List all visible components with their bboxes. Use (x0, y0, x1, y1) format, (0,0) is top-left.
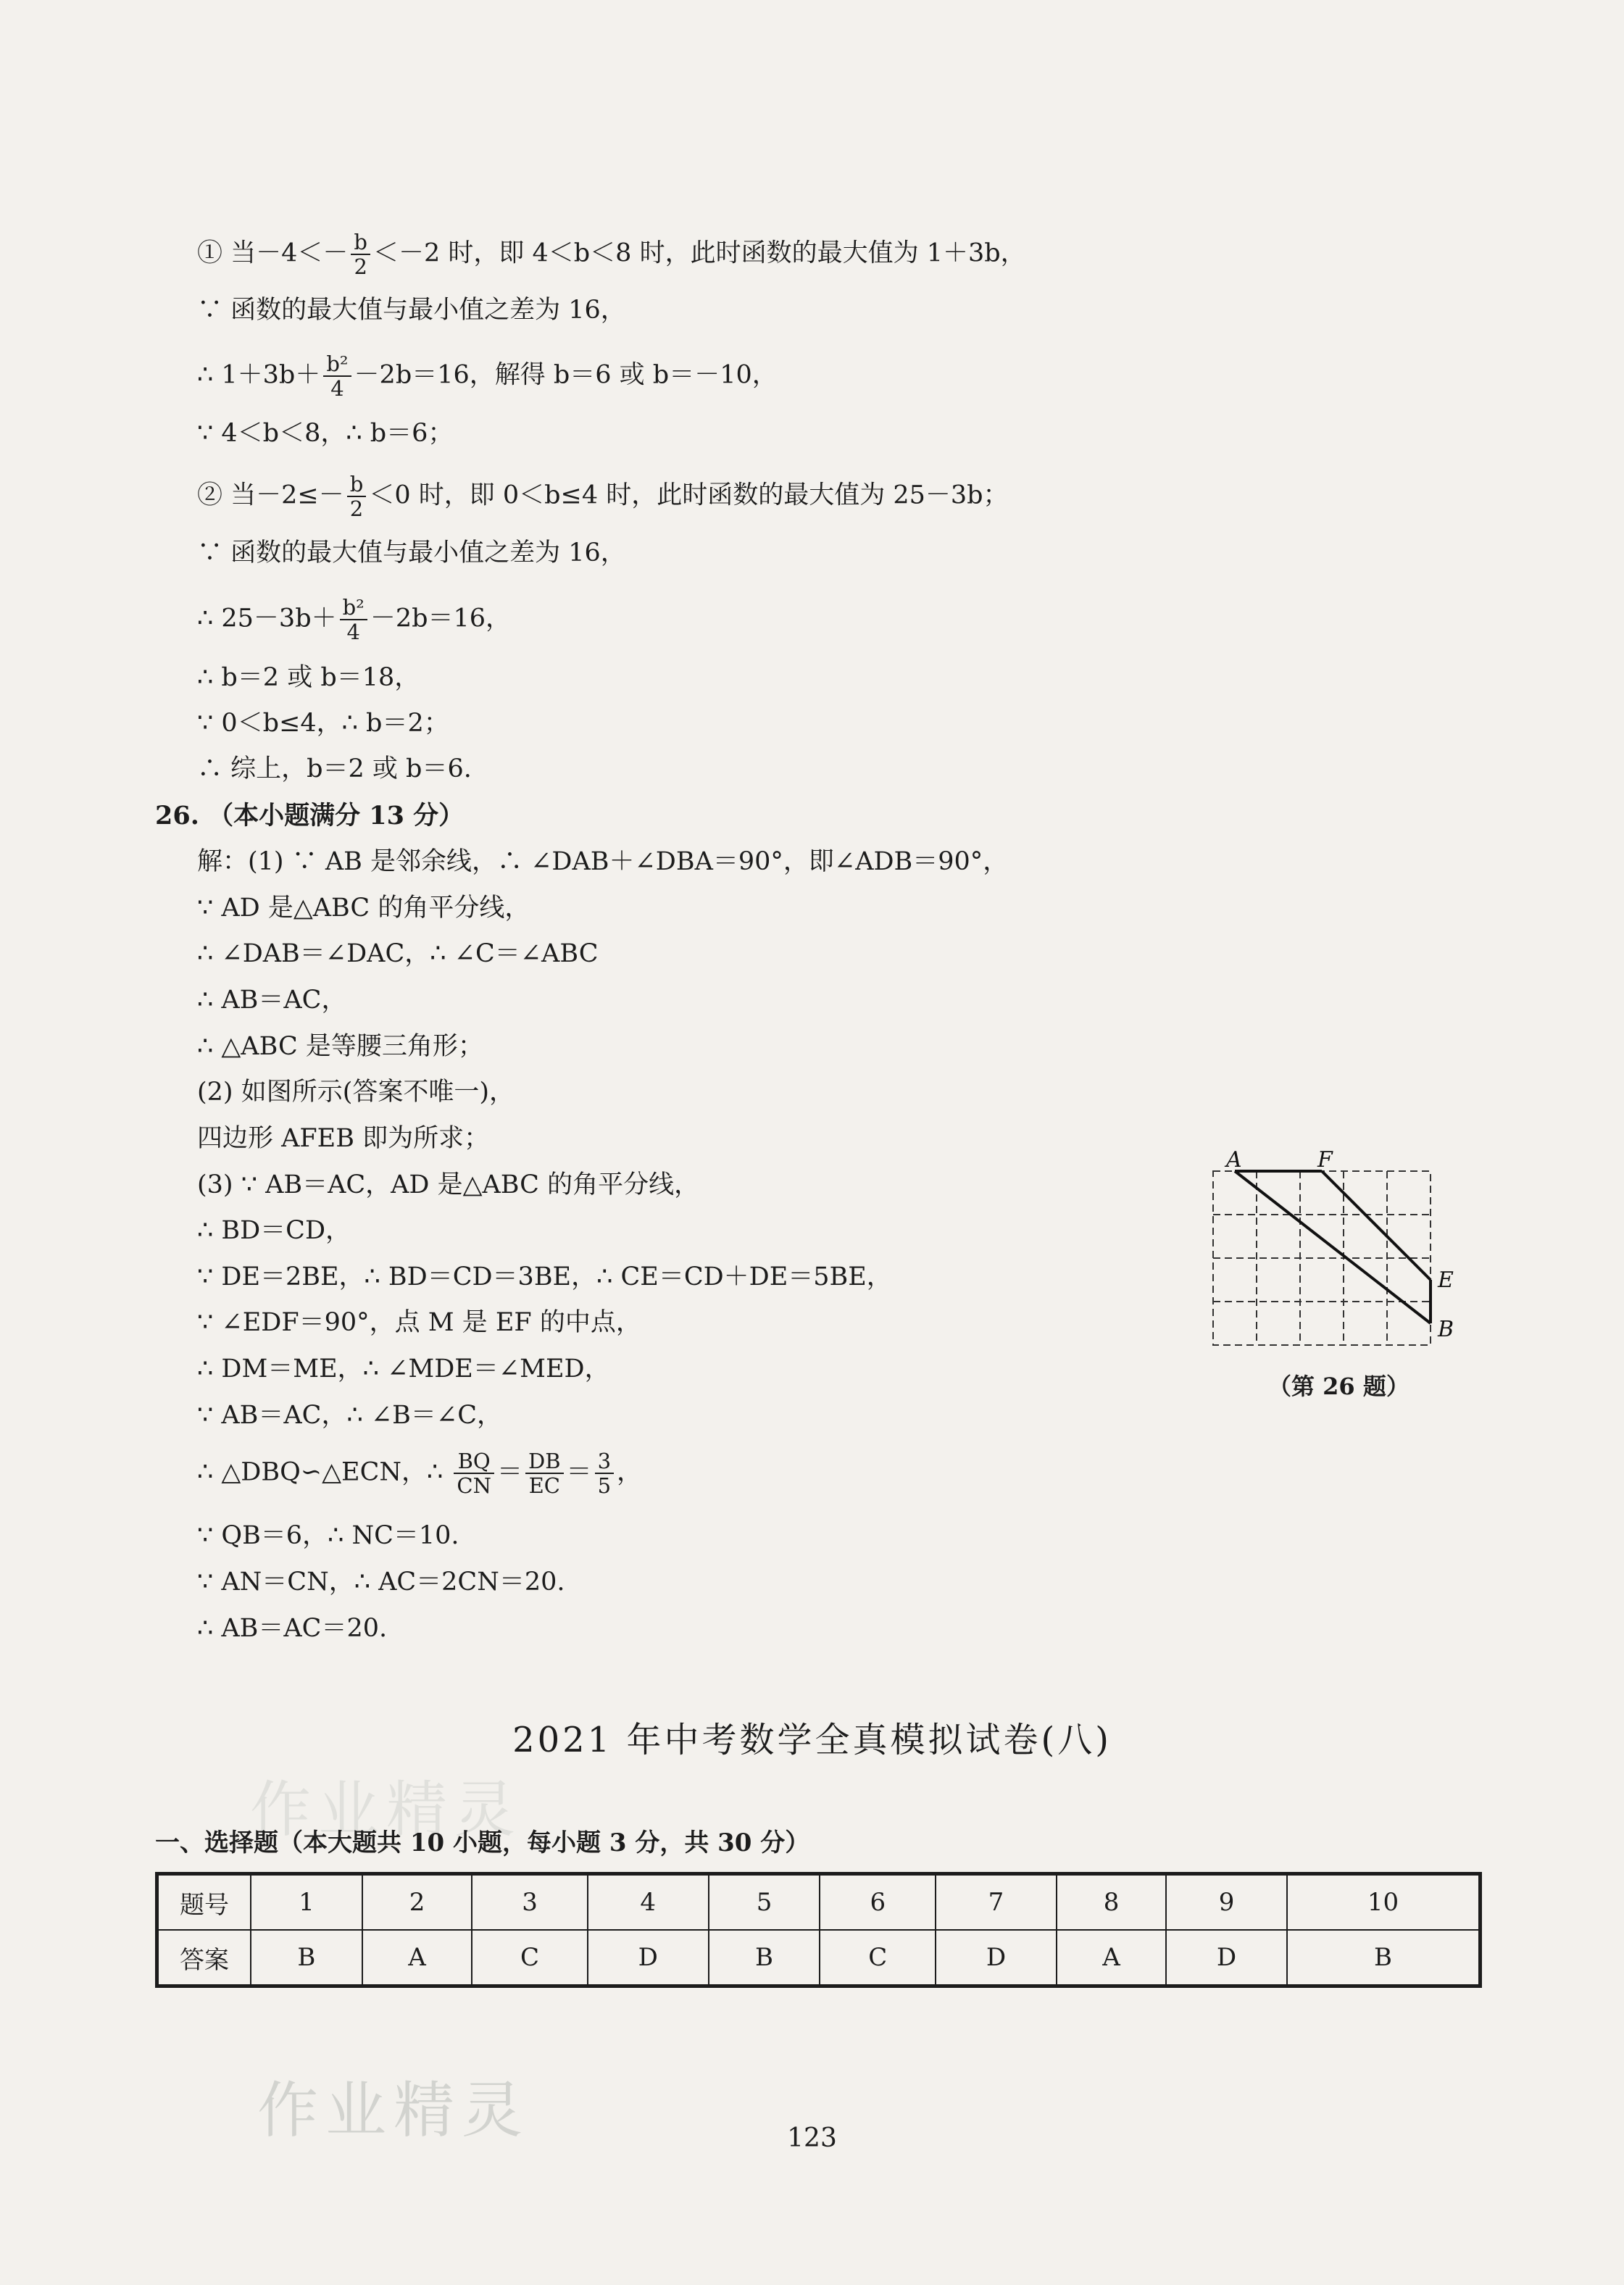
question-26-heading: 26. （本小题满分 13 分） (155, 801, 465, 831)
table-cell: 7 (936, 1874, 1057, 1931)
table-cell: D (936, 1930, 1057, 1986)
table-cell: D (1166, 1930, 1287, 1986)
watermark: 作业精灵 (250, 1774, 523, 1845)
solution-line-3: ∴ 1＋3b＋ $\frac{\text{b²}}{4}$ －2b＝16，解得 b＝6 或 b＝－10， (197, 351, 778, 401)
q26-line-12: ∴ DM＝ME，∴ ∠MDE＝∠MED， (197, 1354, 610, 1383)
table-cell: A (1057, 1930, 1166, 1986)
table-cell: B (709, 1930, 820, 1986)
fraction: $\frac{DB}{EC}$ (525, 1449, 564, 1497)
table-cell: 6 (820, 1874, 936, 1931)
segment-fe (1322, 1171, 1431, 1280)
q26-line-17: ∴ AB＝AC＝20. (197, 1614, 388, 1643)
q26-line-13: ∵ AB＝AC，∴ ∠B＝∠C， (197, 1401, 502, 1430)
solution-line-5: ② 当－2≤－ $\frac{b}{2}$ ＜0 时，即 0＜b≤4 时，此时函数的最大值为 25－3b； (197, 472, 1009, 521)
table-cell: C (820, 1930, 936, 1986)
solution-line-4: ∵ 4＜b＜8，∴ b＝6； (197, 419, 454, 448)
quadrilateral-afeb (1235, 1171, 1431, 1323)
table-row (157, 1930, 1481, 1986)
segment-ab (1235, 1171, 1431, 1323)
q26-line-4: ∴ AB＝AC， (197, 986, 347, 1015)
table-cell: A (362, 1930, 472, 1986)
table-cell: 1 (251, 1874, 362, 1931)
q26-line-14: ∴ △DBQ∽△ECN，∴ $\frac{BQ}{CN}$ ＝ $\frac{DB}{EC}$ ＝ $\frac{3}{5}$ ， (197, 1449, 643, 1498)
label-b: B (1438, 1317, 1454, 1342)
q26-line-10: ∵ DE＝2BE，∴ BD＝CD＝3BE，∴ CE＝CD＋DE＝5BE， (197, 1262, 892, 1291)
solution-line-9: ∵ 0＜b≤4，∴ b＝2； (197, 709, 449, 738)
watermark: 作业精灵 (257, 2075, 530, 2146)
fraction: $\frac{BQ}{CN}$ (454, 1449, 494, 1497)
figure-caption: （第 26 题） (1268, 1373, 1409, 1400)
table-cell: B (1287, 1930, 1481, 1986)
table-cell: 4 (588, 1874, 709, 1931)
q26-line-11: ∵ ∠EDF＝90°，点 M 是 EF 的中点， (197, 1308, 641, 1337)
q26-line-6: (2) 如图所示(答案不唯一)， (197, 1078, 515, 1107)
label-f: F (1317, 1147, 1333, 1173)
q26-line-9: ∴ BD＝CD， (197, 1216, 351, 1245)
table-cell: 8 (1057, 1874, 1166, 1931)
fraction: $\frac{3}{5}$ (595, 1449, 614, 1497)
table-cell: 2 (362, 1874, 472, 1931)
q26-line-16: ∵ AN＝CN，∴ AC＝2CN＝20. (197, 1568, 565, 1597)
table-cell: 5 (709, 1874, 820, 1931)
row-label-answer: 答案 (157, 1930, 251, 1986)
table-row (157, 1874, 1481, 1931)
solution-line-2: ∵ 函数的最大值与最小值之差为 16， (197, 296, 626, 325)
table-cell: B (251, 1930, 362, 1986)
answer-table (155, 1872, 1482, 1988)
q26-line-5: ∴ △ABC 是等腰三角形； (197, 1032, 483, 1061)
fraction: $\frac{b}{2}$ (351, 230, 370, 278)
table-cell: 3 (472, 1874, 588, 1931)
exam-title: 2021 年中考数学全真模拟试卷(八) (512, 1720, 1112, 1760)
table-cell: 10 (1287, 1874, 1481, 1931)
label-a: A (1226, 1147, 1242, 1173)
q26-line-1: 解：(1) ∵ AB 是邻余线，∴ ∠DAB＋∠DBA＝90°，即∠ADB＝90°， (197, 847, 1009, 876)
q26-line-3: ∴ ∠DAB＝∠DAC，∴ ∠C＝∠ABC (197, 939, 599, 968)
q26-grid-figure (1196, 1145, 1471, 1391)
solution-line-1: ① 当－4＜－ $\frac{b}{2}$ ＜－2 时，即 4＜b＜8 时，此时函数的最大值为 1＋3b， (197, 230, 1026, 279)
q26-line-7: 四边形 AFEB 即为所求； (197, 1124, 490, 1153)
page-number: 123 (787, 2123, 837, 2153)
table-cell: C (472, 1930, 588, 1986)
solution-line-6: ∵ 函数的最大值与最小值之差为 16， (197, 538, 626, 567)
label-e: E (1438, 1268, 1454, 1293)
solution-line-7: ∴ 25－3b＋ $\frac{\text{b²}}{4}$ －2b＝16， (197, 595, 512, 644)
solution-line-8: ∴ b＝2 或 b＝18， (197, 663, 420, 692)
solution-line-10: ∴ 综上，b＝2 或 b＝6. (197, 754, 472, 783)
fraction: $\frac{b}{2}$ (347, 473, 367, 520)
q26-line-2: ∵ AD 是△ABC 的角平分线， (197, 894, 530, 923)
fraction: $\frac{\text{b²}}{4}$ (323, 352, 351, 400)
fraction: $\frac{\text{b²}}{4}$ (340, 596, 367, 644)
table-cell: D (588, 1930, 709, 1986)
q26-line-15: ∵ QB＝6，∴ NC＝10. (197, 1521, 459, 1550)
section-heading: 一、选择题（本大题共 10 小题，每小题 3 分，共 30 分） (155, 1828, 810, 1857)
dashed-grid (1213, 1171, 1431, 1345)
table-cell: 9 (1166, 1874, 1287, 1931)
q26-line-8: (3) ∵ AB＝AC，AD 是△ABC 的角平分线， (197, 1170, 700, 1199)
row-label-question-number: 题号 (157, 1874, 251, 1931)
